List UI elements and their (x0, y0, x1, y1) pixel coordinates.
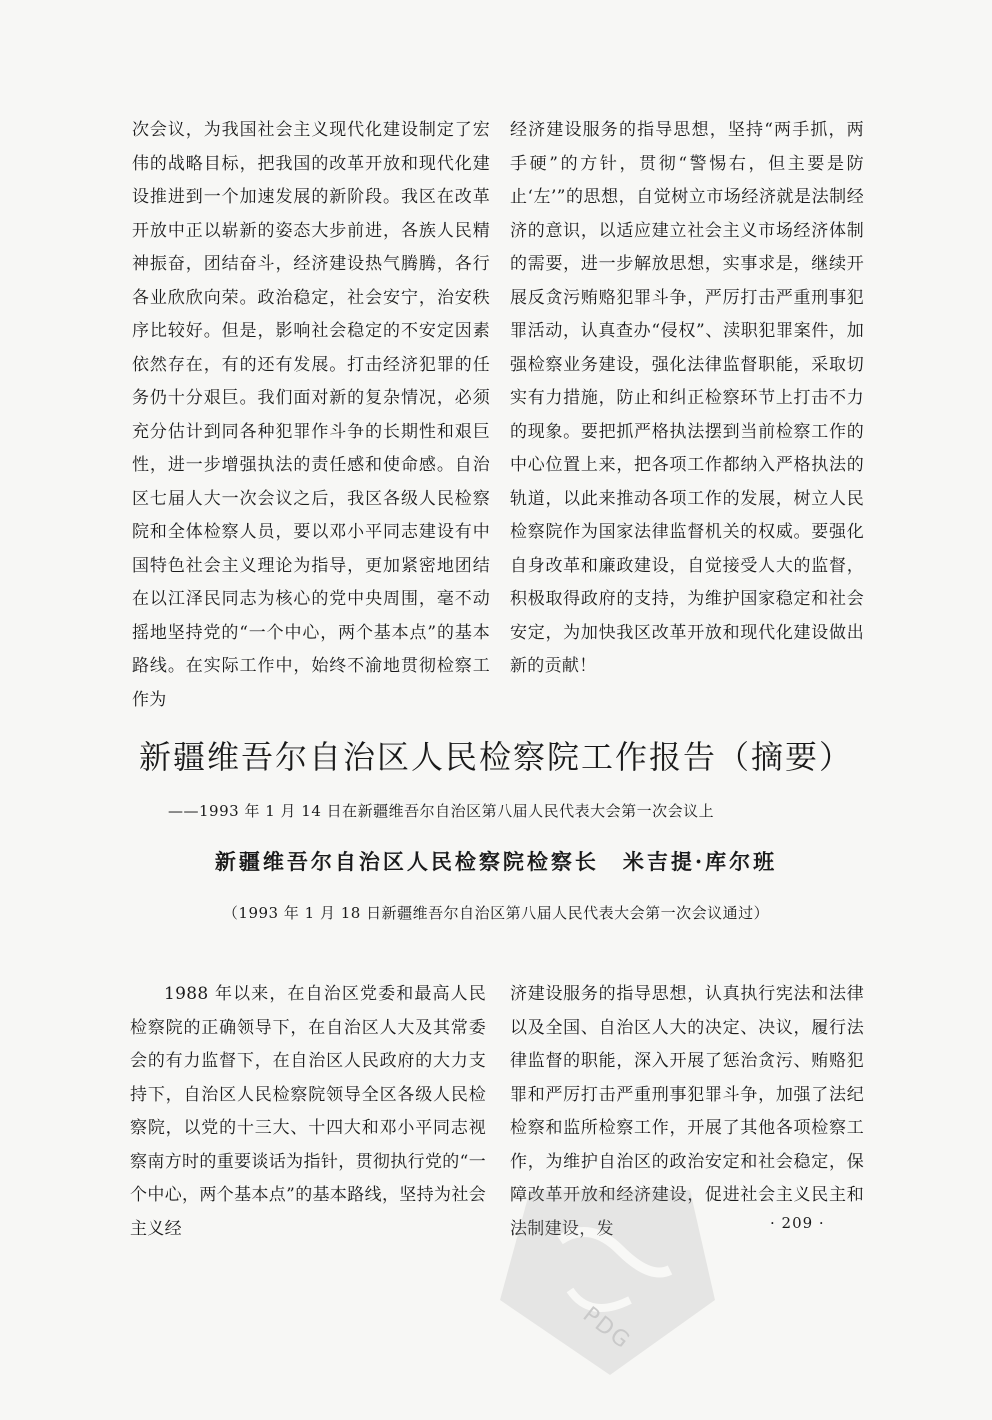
report-subtitle: ——1993 年 1 月 14 日在新疆维吾尔自治区第八届人民代表大会第一次会议上 (168, 802, 715, 820)
report-author: 新疆维吾尔自治区人民检察院检察长 米吉提·库尔班 (214, 849, 778, 874)
top-right-column (510, 114, 864, 684)
report-title: 新疆维吾尔自治区人民检察院工作报告（摘要） (138, 738, 853, 776)
top-left-column (132, 114, 490, 717)
watermark-text: PDG (577, 1302, 636, 1355)
bottom-left-paragraph: 1988 年以来，在自治区党委和最高人民检察院的正确领导下，在自治区人大及其常委会的有力监督下，在自治区人民政府的大力支持下，自治区人民检察院领导全区各级人民检察院，以党的十三大、十四大和邓小平同志视察南方时的重要谈话为指针，贯彻执行党的“一个中心，两个基本点”的基本路线，坚持为社会主义经 (130, 984, 486, 1239)
page-number: · 209 · (770, 1214, 825, 1232)
bottom-right-column (510, 978, 864, 1246)
top-left-paragraph: 次会议，为我国社会主义现代化建设制定了宏伟的战略目标，把我国的改革开放和现代化建设推进到一个加速发展的新阶段。我区在改革开放中正以崭新的姿态大步前进，各族人民精神振奋，团结奋斗，经济建设热气腾腾，各行各业欣欣向荣。政治稳定，社会安宁，治安秩序比较好。但是，影响社会稳定的不安定因素依然存在，有的还有发展。打击经济犯罪的任务仍十分艰巨。我们面对新的复杂情况，必须充分估计到同各种犯罪作斗争的长期性和艰巨性，进一步增强执法的责任感和使命感。自治区七届人大一次会议之后，我区各级人民检察院和全体检察人员，要以邓小平同志建设有中国特色社会主义理论为指导，更加紧密地团结在以江泽民同志为核心的党中央周围，毫不动摇地坚持党的“一个中心，两个基本点”的基本路线。在实际工作中，始终不渝地贯彻检察工作为 (132, 120, 490, 710)
top-right-paragraph: 经济建设服务的指导思想，坚持“两手抓，两手硬”的方针，贯彻“警惕右，但主要是防止‘左’”的思想，自觉树立市场经济就是法制经济的意识，以适应建立社会主义市场经济体制的需要，进一步解放思想，实事求是，继续开展反贪污贿赂犯罪斗争，严厉打击严重刑事犯罪活动，认真查办“侵权”、渎职犯罪案件，加强检察业务建设，强化法律监督职能，采取切实有力措施，防止和纠正检察环节上打击不力的现象。要把抓严格执法摆到当前检察工作的中心位置上来，把各项工作都纳入严格执法的轨道，以此来推动各项工作的发展，树立人民检察院作为国家法律监督机关的权威。要强化自身改革和廉政建设，自觉接受人大的监督，积极取得政府的支持，为维护国家稳定和社会安定，为加快我区改革开放和现代化建设做出新的贡献！ (510, 120, 864, 676)
bottom-left-column (130, 978, 486, 1246)
report-passed-note: （1993 年 1 月 18 日新疆维吾尔自治区第八届人民代表大会第一次会议通过） (222, 904, 770, 922)
bottom-right-paragraph: 济建设服务的指导思想，认真执行宪法和法律以及全国、自治区人大的决定、决议，履行法律监督的职能，深入开展了惩治贪污、贿赂犯罪和严厉打击严重刑事犯罪斗争，加强了法纪检察和监所检察工作，开展了其他各项检察工作，为维护自治区的政治安定和社会稳定，保障改革开放和经济建设，促进社会主义民主和法制建设，发 (510, 984, 864, 1239)
